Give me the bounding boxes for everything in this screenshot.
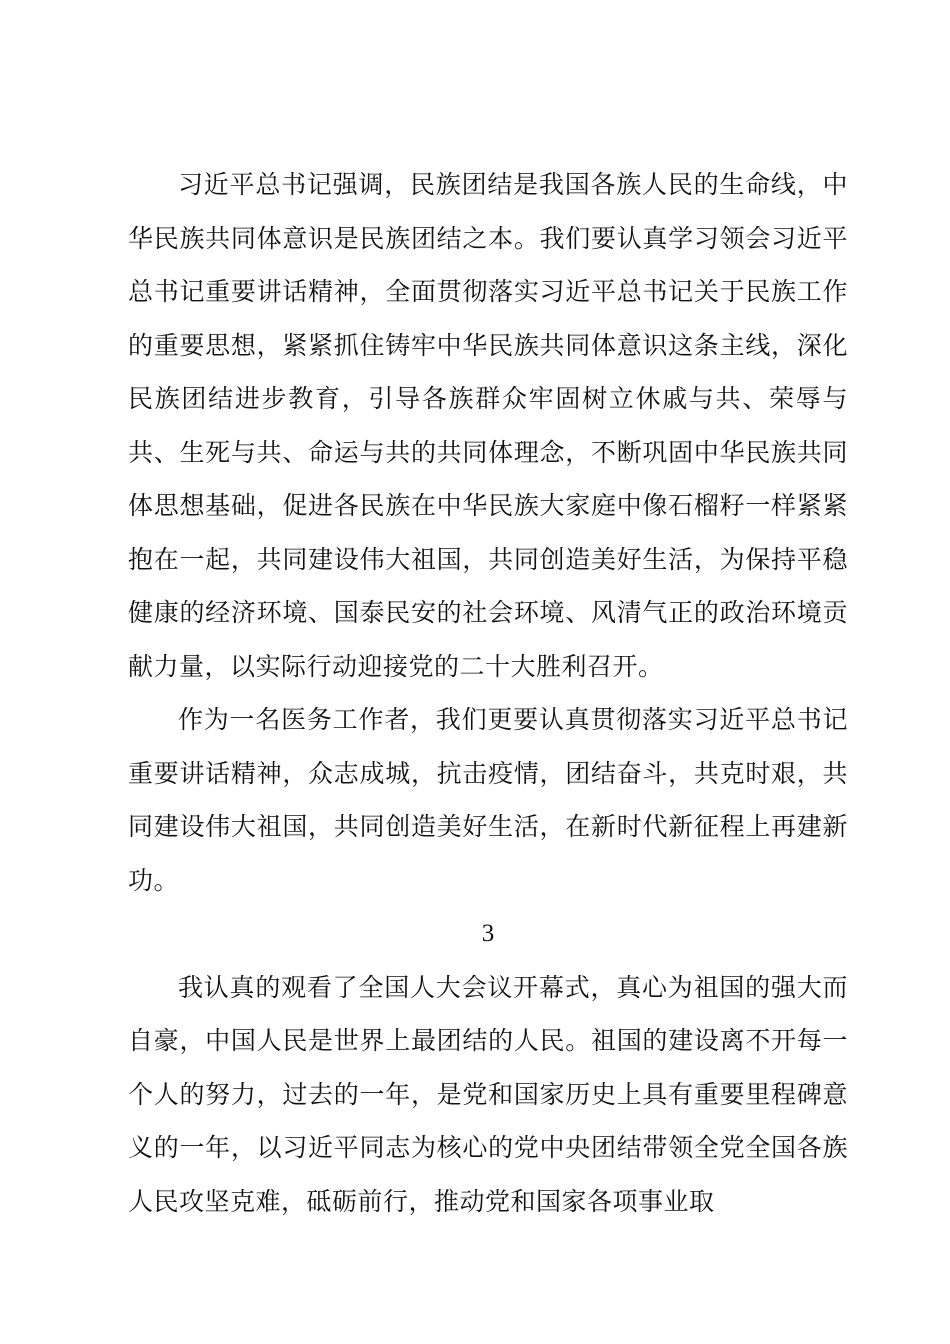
section-number: 3 <box>481 920 495 947</box>
document-body <box>128 158 848 1228</box>
paragraph-1: 习近平总书记强调，民族团结是我国各族人民的生命线，中华民族共同体意识是民族团结之本。我们要认真学习领会习近平总书记重要讲话精神，全面贯彻落实习近平总书记关于民族工作的重要思想，紧紧抓住铸牢中华民族共同体意识这条主线，深化民族团结进步教育，引导各族群众牢固树立休戚与共、荣辱与共、生死与共、命运与共的共同体理念，不断巩固中华民族共同体思想基础，促进各民族在中华民族大家庭中像石榴籽一样紧紧抱在一起，共同建设伟大祖国，共同创造美好生活，为保持平稳健康的经济环境、国泰民安的社会环境、风清气正的政治环境贡献力量，以实际行动迎接党的二十大胜利召开。 <box>128 170 848 681</box>
paragraph-3: 我认真的观看了全国人大会议开幕式，真心为祖国的强大而自豪，中国人民是世界上最团结的人民。祖国的建设离不开每一个人的努力，过去的一年，是党和国家历史上具有重要里程碑意义的一年，以习近平同志为核心的党中央团结带领全党全国各族人民攻坚克难，砥砺前行，推动党和国家各项事业取 <box>128 972 848 1216</box>
paragraph-2: 作为一名医务工作者，我们更要认真贯彻落实习近平总书记重要讲话精神，众志成城，抗击疫情，团结奋斗，共克时艰，共同建设伟大祖国，共同创造美好生活，在新时代新征程上再建新功。 <box>128 705 848 895</box>
